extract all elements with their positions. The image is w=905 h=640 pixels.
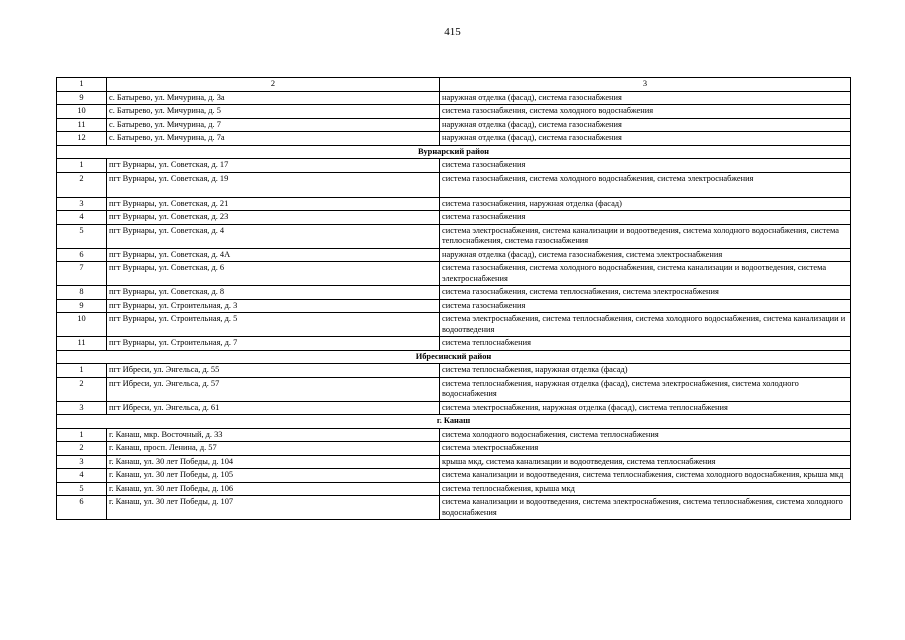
- row-number: 12: [57, 132, 107, 146]
- table-row: [57, 262, 851, 286]
- row-address: пгт Вурнары, ул. Строительная, д. 7: [107, 337, 440, 351]
- table-row: [57, 428, 851, 442]
- section-row: [57, 145, 851, 159]
- row-address: г. Канаш, ул. 30 лет Победы, д. 104: [107, 455, 440, 469]
- table-row: [57, 401, 851, 415]
- row-number: 9: [57, 91, 107, 105]
- row-systems: система теплоснабжения, крыша мкд: [440, 482, 851, 496]
- section-title: Ибресинский район: [57, 350, 851, 364]
- row-number: 3: [57, 197, 107, 211]
- row-number: 2: [57, 172, 107, 197]
- row-number: 6: [57, 248, 107, 262]
- row-number: 1: [57, 428, 107, 442]
- header-col-3: 3: [440, 78, 851, 92]
- row-address: пгт Вурнары, ул. Советская, д. 21: [107, 197, 440, 211]
- row-number: 4: [57, 469, 107, 483]
- row-systems: система электроснабжения: [440, 442, 851, 456]
- row-address: пгт Вурнары, ул. Строительная, д. 5: [107, 313, 440, 337]
- row-number: 7: [57, 262, 107, 286]
- section-title: Вурнарский район: [57, 145, 851, 159]
- table-row: [57, 455, 851, 469]
- row-address: пгт Вурнары, ул. Советская, д. 6: [107, 262, 440, 286]
- table-row: [57, 91, 851, 105]
- row-systems: наружная отделка (фасад), система газоснабжения: [440, 118, 851, 132]
- row-systems: система газоснабжения, система теплоснабжения, система электроснабжения: [440, 286, 851, 300]
- table-row: [57, 482, 851, 496]
- row-systems: система газоснабжения: [440, 299, 851, 313]
- row-number: 5: [57, 224, 107, 248]
- row-number: 11: [57, 118, 107, 132]
- table-row: [57, 313, 851, 337]
- row-systems: система теплоснабжения: [440, 337, 851, 351]
- table-row: [57, 197, 851, 211]
- row-address: г. Канаш, просп. Ленина, д. 57: [107, 442, 440, 456]
- row-address: пгт Вурнары, ул. Советская, д. 17: [107, 159, 440, 173]
- row-address: пгт Ибреси, ул. Энгельса, д. 55: [107, 364, 440, 378]
- row-systems: система канализации и водоотведения, система теплоснабжения, система холодного водоснабжения, крыша мкд: [440, 469, 851, 483]
- row-systems: наружная отделка (фасад), система газоснабжения: [440, 91, 851, 105]
- table-row: [57, 364, 851, 378]
- table-row: [57, 442, 851, 456]
- row-address: г. Канаш, ул. 30 лет Победы, д. 106: [107, 482, 440, 496]
- row-address: г. Канаш, ул. 30 лет Победы, д. 107: [107, 496, 440, 520]
- row-address: г. Канаш, мкр. Восточный, д. 33: [107, 428, 440, 442]
- row-number: 11: [57, 337, 107, 351]
- repair-schedule-table: [56, 77, 851, 520]
- header-col-2: 2: [107, 78, 440, 92]
- row-address: пгт Вурнары, ул. Советская, д. 4А: [107, 248, 440, 262]
- header-col-1: 1: [57, 78, 107, 92]
- row-address: пгт Вурнары, ул. Советская, д. 19: [107, 172, 440, 197]
- row-systems: система газоснабжения, система холодного водоснабжения: [440, 105, 851, 119]
- section-title: г. Канаш: [57, 415, 851, 429]
- row-systems: система электроснабжения, наружная отделка (фасад), система теплоснабжения: [440, 401, 851, 415]
- table-row: [57, 248, 851, 262]
- row-systems: наружная отделка (фасад), система газоснабжения, система электроснабжения: [440, 248, 851, 262]
- row-number: 3: [57, 401, 107, 415]
- table-row: [57, 377, 851, 401]
- table-body: [57, 78, 851, 520]
- table-row: [57, 299, 851, 313]
- row-systems: система холодного водоснабжения, система теплоснабжения: [440, 428, 851, 442]
- table-row: [57, 159, 851, 173]
- table-header-row: [57, 78, 851, 92]
- table-row: [57, 172, 851, 197]
- row-address: с. Батырево, ул. Мичурина, д. 7: [107, 118, 440, 132]
- row-address: пгт Вурнары, ул. Советская, д. 4: [107, 224, 440, 248]
- table-row: [57, 286, 851, 300]
- row-number: 6: [57, 496, 107, 520]
- row-systems: система газоснабжения, система холодного водоснабжения, система электроснабжения: [440, 172, 851, 197]
- row-address: пгт Вурнары, ул. Советская, д. 23: [107, 211, 440, 225]
- table-row: [57, 224, 851, 248]
- row-systems: система газоснабжения: [440, 159, 851, 173]
- row-systems: крыша мкд, система канализации и водоотведения, система теплоснабжения: [440, 455, 851, 469]
- row-number: 1: [57, 159, 107, 173]
- row-address: пгт Вурнары, ул. Строительная, д. 3: [107, 299, 440, 313]
- row-systems: наружная отделка (фасад), система газоснабжения: [440, 132, 851, 146]
- table-row: [57, 469, 851, 483]
- section-row: [57, 415, 851, 429]
- row-number: 9: [57, 299, 107, 313]
- row-number: 10: [57, 313, 107, 337]
- row-number: 1: [57, 364, 107, 378]
- table-row: [57, 211, 851, 225]
- row-systems: система теплоснабжения, наружная отделка (фасад): [440, 364, 851, 378]
- row-systems: система электроснабжения, система теплоснабжения, система холодного водоснабжения, система канализации и водоотведения: [440, 313, 851, 337]
- row-address: пгт Вурнары, ул. Советская, д. 8: [107, 286, 440, 300]
- row-number: 5: [57, 482, 107, 496]
- row-number: 4: [57, 211, 107, 225]
- table-row: [57, 118, 851, 132]
- row-address: с. Батырево, ул. Мичурина, д. 7а: [107, 132, 440, 146]
- row-systems: система теплоснабжения, наружная отделка (фасад), система электроснабжения, система холодного водоснабжения: [440, 377, 851, 401]
- table-row: [57, 496, 851, 520]
- row-number: 10: [57, 105, 107, 119]
- row-address: г. Канаш, ул. 30 лет Победы, д. 105: [107, 469, 440, 483]
- row-systems: система газоснабжения: [440, 211, 851, 225]
- row-systems: система газоснабжения, система холодного водоснабжения, система канализации и водоотведения, система электроснабжения: [440, 262, 851, 286]
- row-number: 2: [57, 442, 107, 456]
- row-number: 3: [57, 455, 107, 469]
- row-address: с. Батырево, ул. Мичурина, д. 5: [107, 105, 440, 119]
- section-row: [57, 350, 851, 364]
- row-number: 2: [57, 377, 107, 401]
- row-systems: система газоснабжения, наружная отделка (фасад): [440, 197, 851, 211]
- row-address: пгт Ибреси, ул. Энгельса, д. 57: [107, 377, 440, 401]
- row-systems: система канализации и водоотведения, система электроснабжения, система теплоснабжения, система холодного водоснабжения: [440, 496, 851, 520]
- row-address: с. Батырево, ул. Мичурина, д. 3а: [107, 91, 440, 105]
- row-number: 8: [57, 286, 107, 300]
- table-row: [57, 132, 851, 146]
- table-row: [57, 105, 851, 119]
- row-address: пгт Ибреси, ул. Энгельса, д. 61: [107, 401, 440, 415]
- row-systems: система электроснабжения, система канализации и водоотведения, система холодного водоснабжения, система теплоснабжения, система газоснабжения: [440, 224, 851, 248]
- table-row: [57, 337, 851, 351]
- page-number: 415: [444, 26, 461, 38]
